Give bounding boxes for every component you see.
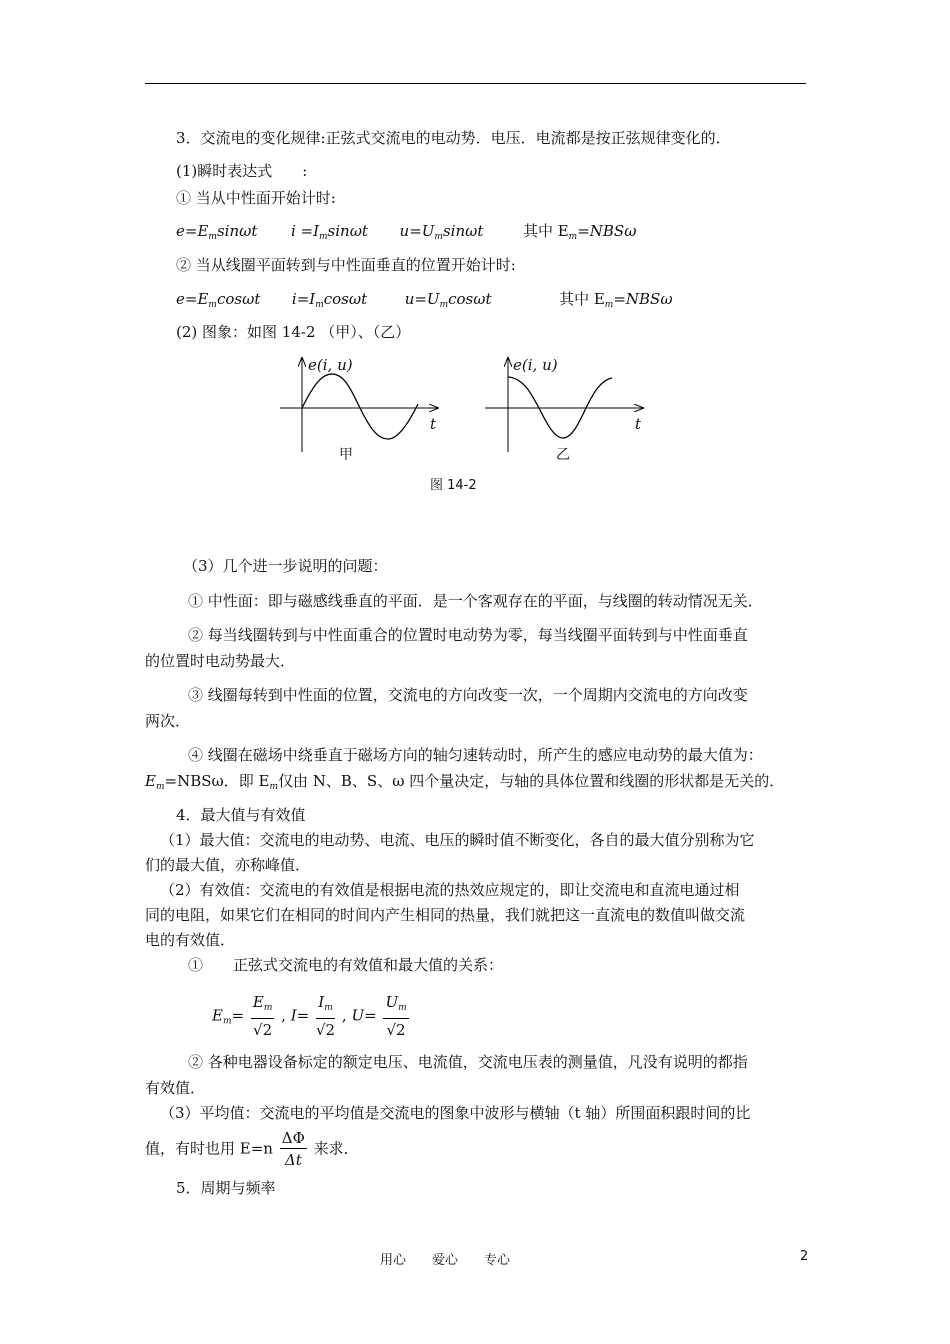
- case1-formulas: $e=E_m\sin\omega t$ $i =I_m\sin\omega t$ $u=U_m\sin\omega t$ 其中 $E_m=NBS\omega$: [176, 222, 637, 242]
- note-2-line2: 的位置时电动势最大．: [145, 652, 296, 670]
- note-3-line1: ③ 线圈每转到中性面的位置，交流电的方向改变一次，一个周期内交流电的方向改变: [188, 686, 748, 704]
- max-value-line2: 们的最大值，亦称峰值．: [145, 856, 311, 874]
- max-value-line1: （1）最大值：交流电的电动势、电流、电压的瞬时值不断变化，各自的最大值分别称为它: [160, 831, 755, 849]
- page-number: 2: [800, 1249, 809, 1264]
- section-3-title: 3．交流电的变化规律:正弦式交流电的电动势．电压．电流都是按正弦规律变化的．: [176, 129, 731, 147]
- effective-value-line2: 同的电阻，如果它们在相同的时间内产生相同的热量，我们就把这一直流电的数值叫做交流: [145, 906, 746, 924]
- yi-x-label: t: [635, 415, 642, 433]
- note-1: ① 中性面：即与磁感线垂直的平面．是一个客观存在的平面，与线圈的转动情况无关．: [188, 592, 763, 610]
- jia-x-label: t: [430, 415, 437, 433]
- jia-y-label: e(i, u): [308, 356, 353, 374]
- note-4-line1: ④ 线圈在磁场中绕垂直于磁场方向的轴匀速转动时，所产生的感应电动势的最大值为：: [188, 746, 763, 764]
- section-4-title: 4．最大值与有效值: [176, 806, 306, 824]
- figure-caption: 图 14-2: [430, 478, 477, 493]
- case1-head: ① 当从中性面开始计时:: [176, 189, 336, 207]
- graph-intro: (2) 图象：如图 14-2 （甲）、（乙）: [176, 323, 411, 341]
- rated-values-line2: 有效值．: [145, 1079, 206, 1097]
- case2-head: ② 当从线圈平面转到与中性面垂直的位置开始计时:: [176, 256, 516, 274]
- yi-label: 乙: [556, 447, 570, 463]
- section-5-title: 5．周期与频率: [176, 1179, 276, 1197]
- page-footer: 用心 爱心 专心: [380, 1253, 511, 1268]
- jia-label: 甲: [339, 447, 353, 463]
- rms-formula: $E_m=$ $\frac{E_m}{√2}$ , I= $\frac{I_m}{√2}$ , U= $\frac{U_m}{√2}$: [212, 993, 407, 1039]
- instantaneous-expression-head: (1)瞬时表达式 :: [176, 162, 308, 180]
- yi-y-label: e(i, u): [513, 356, 558, 374]
- note-3-line2: 两次．: [145, 712, 191, 730]
- note-2-line1: ② 每当线圈转到与中性面重合的位置时电动势为零，每当线圈平面转到与中性面垂直: [188, 626, 748, 644]
- case2-formulas: $e=E_m\cos\omega t$ $i=I_m\cos\omega t$ $u=U_m\cos\omega t$ 其中 $E_m=NBS\omega$: [176, 290, 673, 310]
- relation-head: ① 正弦式交流电的有效值和最大值的关系：: [188, 956, 504, 974]
- average-value-line2: 值，有时也用 E=n $\frac{\Delta\Phi}{\Delta t}$ 来求．: [145, 1129, 359, 1169]
- further-notes-head: （3）几个进一步说明的问题：: [183, 557, 388, 575]
- effective-value-line1: （2）有效值：交流电的有效值是根据电流的热效应规定的，即让交流电和直流电通过相: [160, 881, 740, 899]
- rated-values-line1: ② 各种电器设备标定的额定电压、电流值，交流电压表的测量值，凡没有说明的都指: [188, 1053, 748, 1071]
- effective-value-line3: 电的有效值．: [145, 931, 236, 949]
- note-4-line2: $E_m=NBS\omega$．即 $E_m$仅由 N、B、S、ω 四个量决定，与轴的具体位置和线圈的形状都是无关的．: [145, 772, 785, 792]
- average-value-line1: （3）平均值：交流电的平均值是交流电的图象中波形与横轴（t 轴）所围面积跟时间的比: [160, 1104, 751, 1122]
- jia-sine-curve: [302, 374, 418, 439]
